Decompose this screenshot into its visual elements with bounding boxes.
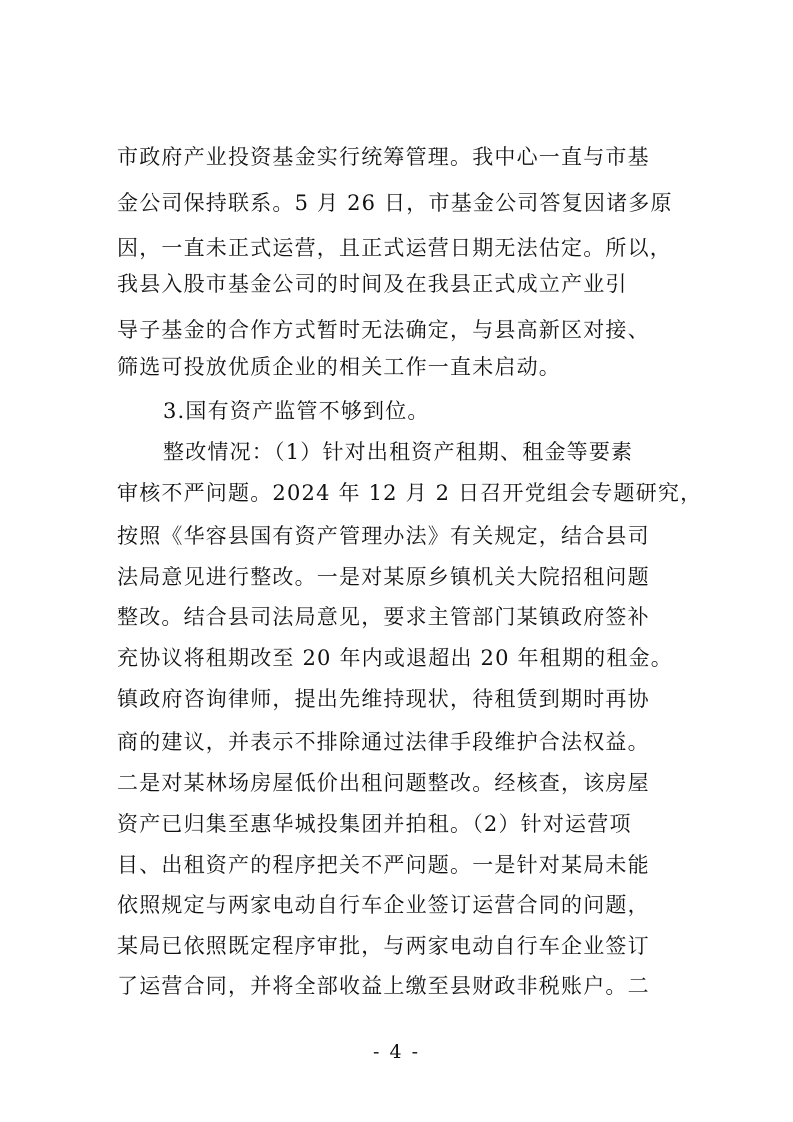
text-line-15: 商的建议，并表示不排除通过法律手段维护合法权益。 [117, 730, 650, 754]
text-line-5: 导子基金的合作方式暂时无法确定，与县高新区对接、 [117, 318, 650, 342]
text-line-11: 法局意见进行整改。一是对某原乡镇机关大院招租问题 [117, 565, 650, 589]
text-line-12: 整改。结合县司法局意见，要求主管部门某镇政府签补 [117, 605, 650, 629]
text-line-10: 按照《华容县国有资产管理办法》有关规定，结合县司 [117, 524, 650, 548]
text-line-2: 金公司保持联系。5 月 26 日，市基金公司答复因诸多原 [117, 191, 673, 215]
section-heading: 3.国有资产监管不够到位。 [163, 399, 430, 423]
text-line-8: 整改情况：（1）针对出租资产租期、租金等要素 [163, 440, 634, 464]
text-line-17: 资产已归集至惠华城投集团并拍租。（2）针对运营项 [117, 812, 632, 836]
text-line-18: 目、出租资产的程序把关不严问题。一是针对某局未能 [117, 853, 650, 877]
text-line-16: 二是对某林场房屋低价出租问题整改。经核查，该房屋 [117, 771, 650, 795]
text-line-4: 我县入股市基金公司的时间及在我县正式成立产业引 [117, 272, 628, 296]
text-line-19: 依照规定与两家电动自行车企业签订运营合同的问题， [117, 893, 650, 917]
text-line-21: 了运营合同，并将全部收益上缴至县财政非税账户。二 [117, 974, 650, 998]
text-line-9: 审核不严问题。2024 年 12 月 2 日召开党组会专题研究， [117, 481, 703, 505]
text-line-20: 某局已依照既定程序审批，与两家电动自行车企业签订 [117, 934, 650, 958]
text-line-3: 因，一直未正式运营，且正式运营日期无法估定。所以， [117, 236, 672, 260]
text-line-6: 筛选可投放优质企业的相关工作一直未启动。 [117, 355, 561, 379]
text-line-1: 市政府产业投资基金实行统筹管理。我中心一直与市基 [117, 145, 650, 169]
page-number: - 4 - [372, 1041, 420, 1063]
text-line-14: 镇政府咨询律师，提出先维持现状，待租赁到期时再协 [117, 687, 650, 711]
text-line-13: 充协议将租期改至 20 年内或退超出 20 年租期的租金。 [117, 646, 673, 670]
